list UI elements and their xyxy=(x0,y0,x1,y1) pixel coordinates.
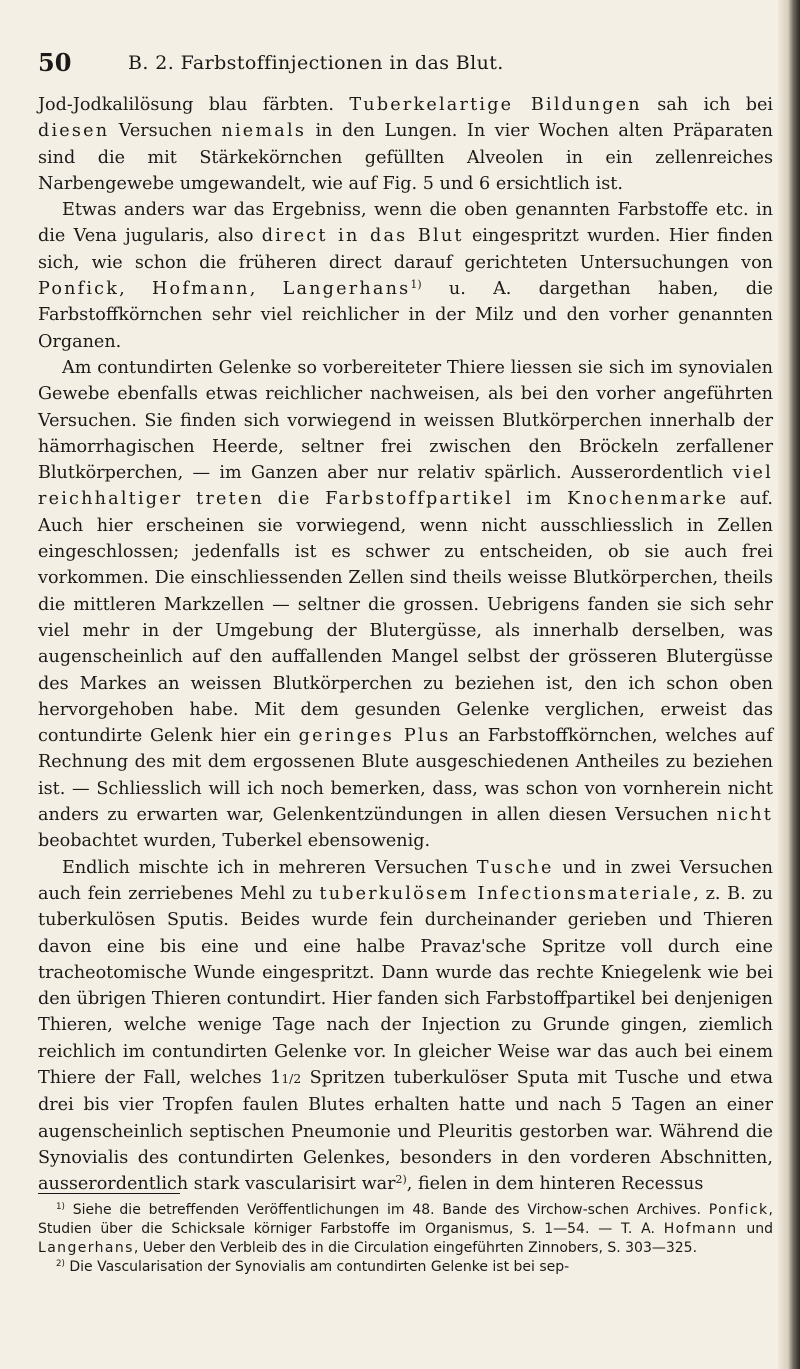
text-run: Versuchen xyxy=(109,121,222,142)
text-run: Jod-Jodkalilösung blau färbten. xyxy=(38,95,350,115)
running-head: B. 2. Farbstoffinjectionen in das Blut. xyxy=(128,52,504,74)
paragraph-4 xyxy=(38,855,773,1198)
main-text xyxy=(38,92,773,1197)
text-run: Siehe die betreffenden Veröffentlichungen im 48. Bande des Virchow-schen Archives. xyxy=(64,1202,709,1218)
text-run: und xyxy=(737,1221,773,1237)
page-edge-shadow xyxy=(778,0,800,1369)
footnote-ref-number: 2 xyxy=(395,1173,403,1187)
page-header xyxy=(38,48,768,82)
text-run: Spritzen tuberkulöser Sputa mit Tusche und etwa drei bis vier Tropfen faulen Blutes erhalten hatte und nach 5 Tagen an einer augenscheinlich septischen Pneumonie und Pleuritis gestorben war. Während die Synovialis des contundirten Gelenkes, besonders in den vorderen Abschnitten, ausserordentlich stark vascularisirt war xyxy=(38,1067,773,1195)
author-name: Hofmann xyxy=(152,279,250,300)
text-run: beobachtet wurden, Tuberkel ebensowenig. xyxy=(38,831,431,852)
footnotes xyxy=(38,1201,773,1277)
text-run: , fielen in dem hinteren Recessus xyxy=(406,1174,704,1195)
text-run: Am contundirten Gelenke so vorbereiteter Thiere liessen sie sich im synovialen Gewebe ebenfalls etwas reichlicher nachweisen, als bei den vorher angeführten Versuchen. Sie finden sich vorwiegend in weissen Blutkörperchen innerhalb der hämorrhagischen Heerde, seltner frei zwischen den Bröckeln zerfallener Blutkörperchen, — im Ganzen aber nur relativ spärlich. Ausserordentlich xyxy=(38,357,773,484)
footnote-mark-number: 1 xyxy=(56,1202,62,1213)
footnote-ref-number: 1 xyxy=(410,278,418,292)
footnote-ref-2[interactable]: 2) xyxy=(395,1173,407,1187)
text-run: Endlich mischte ich in mehreren Versuchen xyxy=(62,857,477,878)
emphasis-text: nicht xyxy=(716,805,773,826)
text-run: , xyxy=(119,279,152,300)
paragraph-2 xyxy=(38,197,773,355)
text-run: sah ich bei xyxy=(641,95,773,115)
author-name: Langerhans xyxy=(282,279,411,300)
emphasis-text: direct in das Blut xyxy=(261,226,464,247)
paragraph-1 xyxy=(38,92,773,197)
text-run: , Ueber den Verbleib des in die Circulation eingeführten Zinnobers, S. 303—325. xyxy=(133,1240,698,1256)
emphasis-text: geringes Plus xyxy=(298,726,451,747)
emphasis-text: tuberkulösem Infectionsmateriale xyxy=(319,883,694,904)
author-name: Langerhans xyxy=(38,1240,134,1256)
emphasis-text: diesen xyxy=(38,121,110,142)
text-run: , xyxy=(249,279,283,300)
footnote-ref-1[interactable]: 1) xyxy=(410,278,422,292)
emphasis-text: viel reichhaltiger treten die Farbstoffpartikel im Knochenmarke xyxy=(38,463,773,510)
emphasis-text: Tusche xyxy=(476,857,554,878)
footnote-mark-number: 2 xyxy=(56,1259,62,1270)
text-run: und in zwei Versuchen auch fein zerriebenes Mehl zu xyxy=(38,857,773,904)
author-name: Ponfick xyxy=(708,1202,769,1218)
emphasis-text: niemals xyxy=(221,121,307,142)
paragraph-3 xyxy=(38,355,773,855)
footnote-mark: 1) xyxy=(56,1202,65,1213)
fraction: 1/2 xyxy=(281,1071,302,1086)
text-run: Die Vascularisation der Synovialis am contundirten Gelenke ist bei sep- xyxy=(64,1259,570,1275)
text-run: eingespritzt wurden. Hier finden sich, wie schon die früheren direct darauf gerichteten Untersuchungen von xyxy=(38,226,774,273)
text-run: Etwas anders war das Ergebniss, wenn die oben genannten Farbstoffe etc. in die Vena jugularis, also xyxy=(38,200,773,247)
text-run: an Farbstoffkörnchen, welches auf Rechnung des mit dem ergossenen Blute ausgeschiedenen Antheiles zu beziehen ist. — Schliesslich will ich noch bemerken, dass, was schon von vornherein nicht anders zu erwarten war, Gelenkentzündungen in allen diesen Versuchen xyxy=(38,726,773,826)
author-name: Hofmann xyxy=(663,1221,738,1237)
page-number: 50 xyxy=(38,48,72,77)
text-run: in den Lungen. In vier Wochen alten Präparaten sind die mit Stärkekörnchen gefüllten Alveolen in ein zellenreiches Narbengewebe umgewandelt, wie auf Fig. 5 und 6 ersichtlich ist. xyxy=(38,121,774,194)
text-run: u. A. dargethan haben, die Farbstoffkörnchen sehr viel reichlicher in der Milz und den vorher genannten Organen. xyxy=(38,279,774,352)
footnote-2 xyxy=(38,1258,773,1277)
footnote-mark: 2) xyxy=(56,1259,65,1270)
emphasis-text: Tuberkelartige Bildungen xyxy=(349,95,642,115)
text-run: , Studien über die Schicksale körniger Farbstoffe im Organismus, S. 1—54. — T. A. xyxy=(38,1202,773,1237)
footnote-1 xyxy=(38,1201,773,1258)
author-name: Ponfick xyxy=(38,279,120,300)
text-run: , z. B. zu tuberkulösen Sputis. Beides wurde fein durcheinander gerieben und Thieren davon eine bis eine und eine halbe Pravaz'sche Spritze voll durch eine tracheotomische Wunde eingespritzt. Dann wurde das rechte Kniegelenk wie bei den übrigen Thieren contundirt. Hier fanden sich Farbstoffpartikel bei denjenigen Thieren, welche wenige Tage nach der Injection zu Grunde gingen, ziemlich reichlich im contundirten Gelenke vor. In gleicher Weise war das auch bei einem Thiere der Fall, welches 1 xyxy=(38,883,773,1088)
text-run: auf. Auch hier erscheinen sie vorwiegend, wenn nicht ausschliesslich in Zellen eingeschlossen; jedenfalls ist es schwer zu entscheiden, ob sie auch frei vorkommen. Die einschliessenden Zellen sind theils weisse Blutkörperchen, theils die mittleren Markzellen — seltner die grossen. Uebrigens fanden sie sich sehr viel mehr in der Umgebung der Blutergüsse, als innerhalb derselben, was augenscheinlich auf den auffallenden Mangel selbst der grösseren Blutergüsse des Markes an weissen Blutkörperchen zu beziehen ist, den ich schon oben hervorgehoben habe. Mit dem gesunden Gelenke verglichen, erweist das contundirte Gelenk hier ein xyxy=(38,489,774,747)
footnote-divider xyxy=(38,1193,180,1194)
